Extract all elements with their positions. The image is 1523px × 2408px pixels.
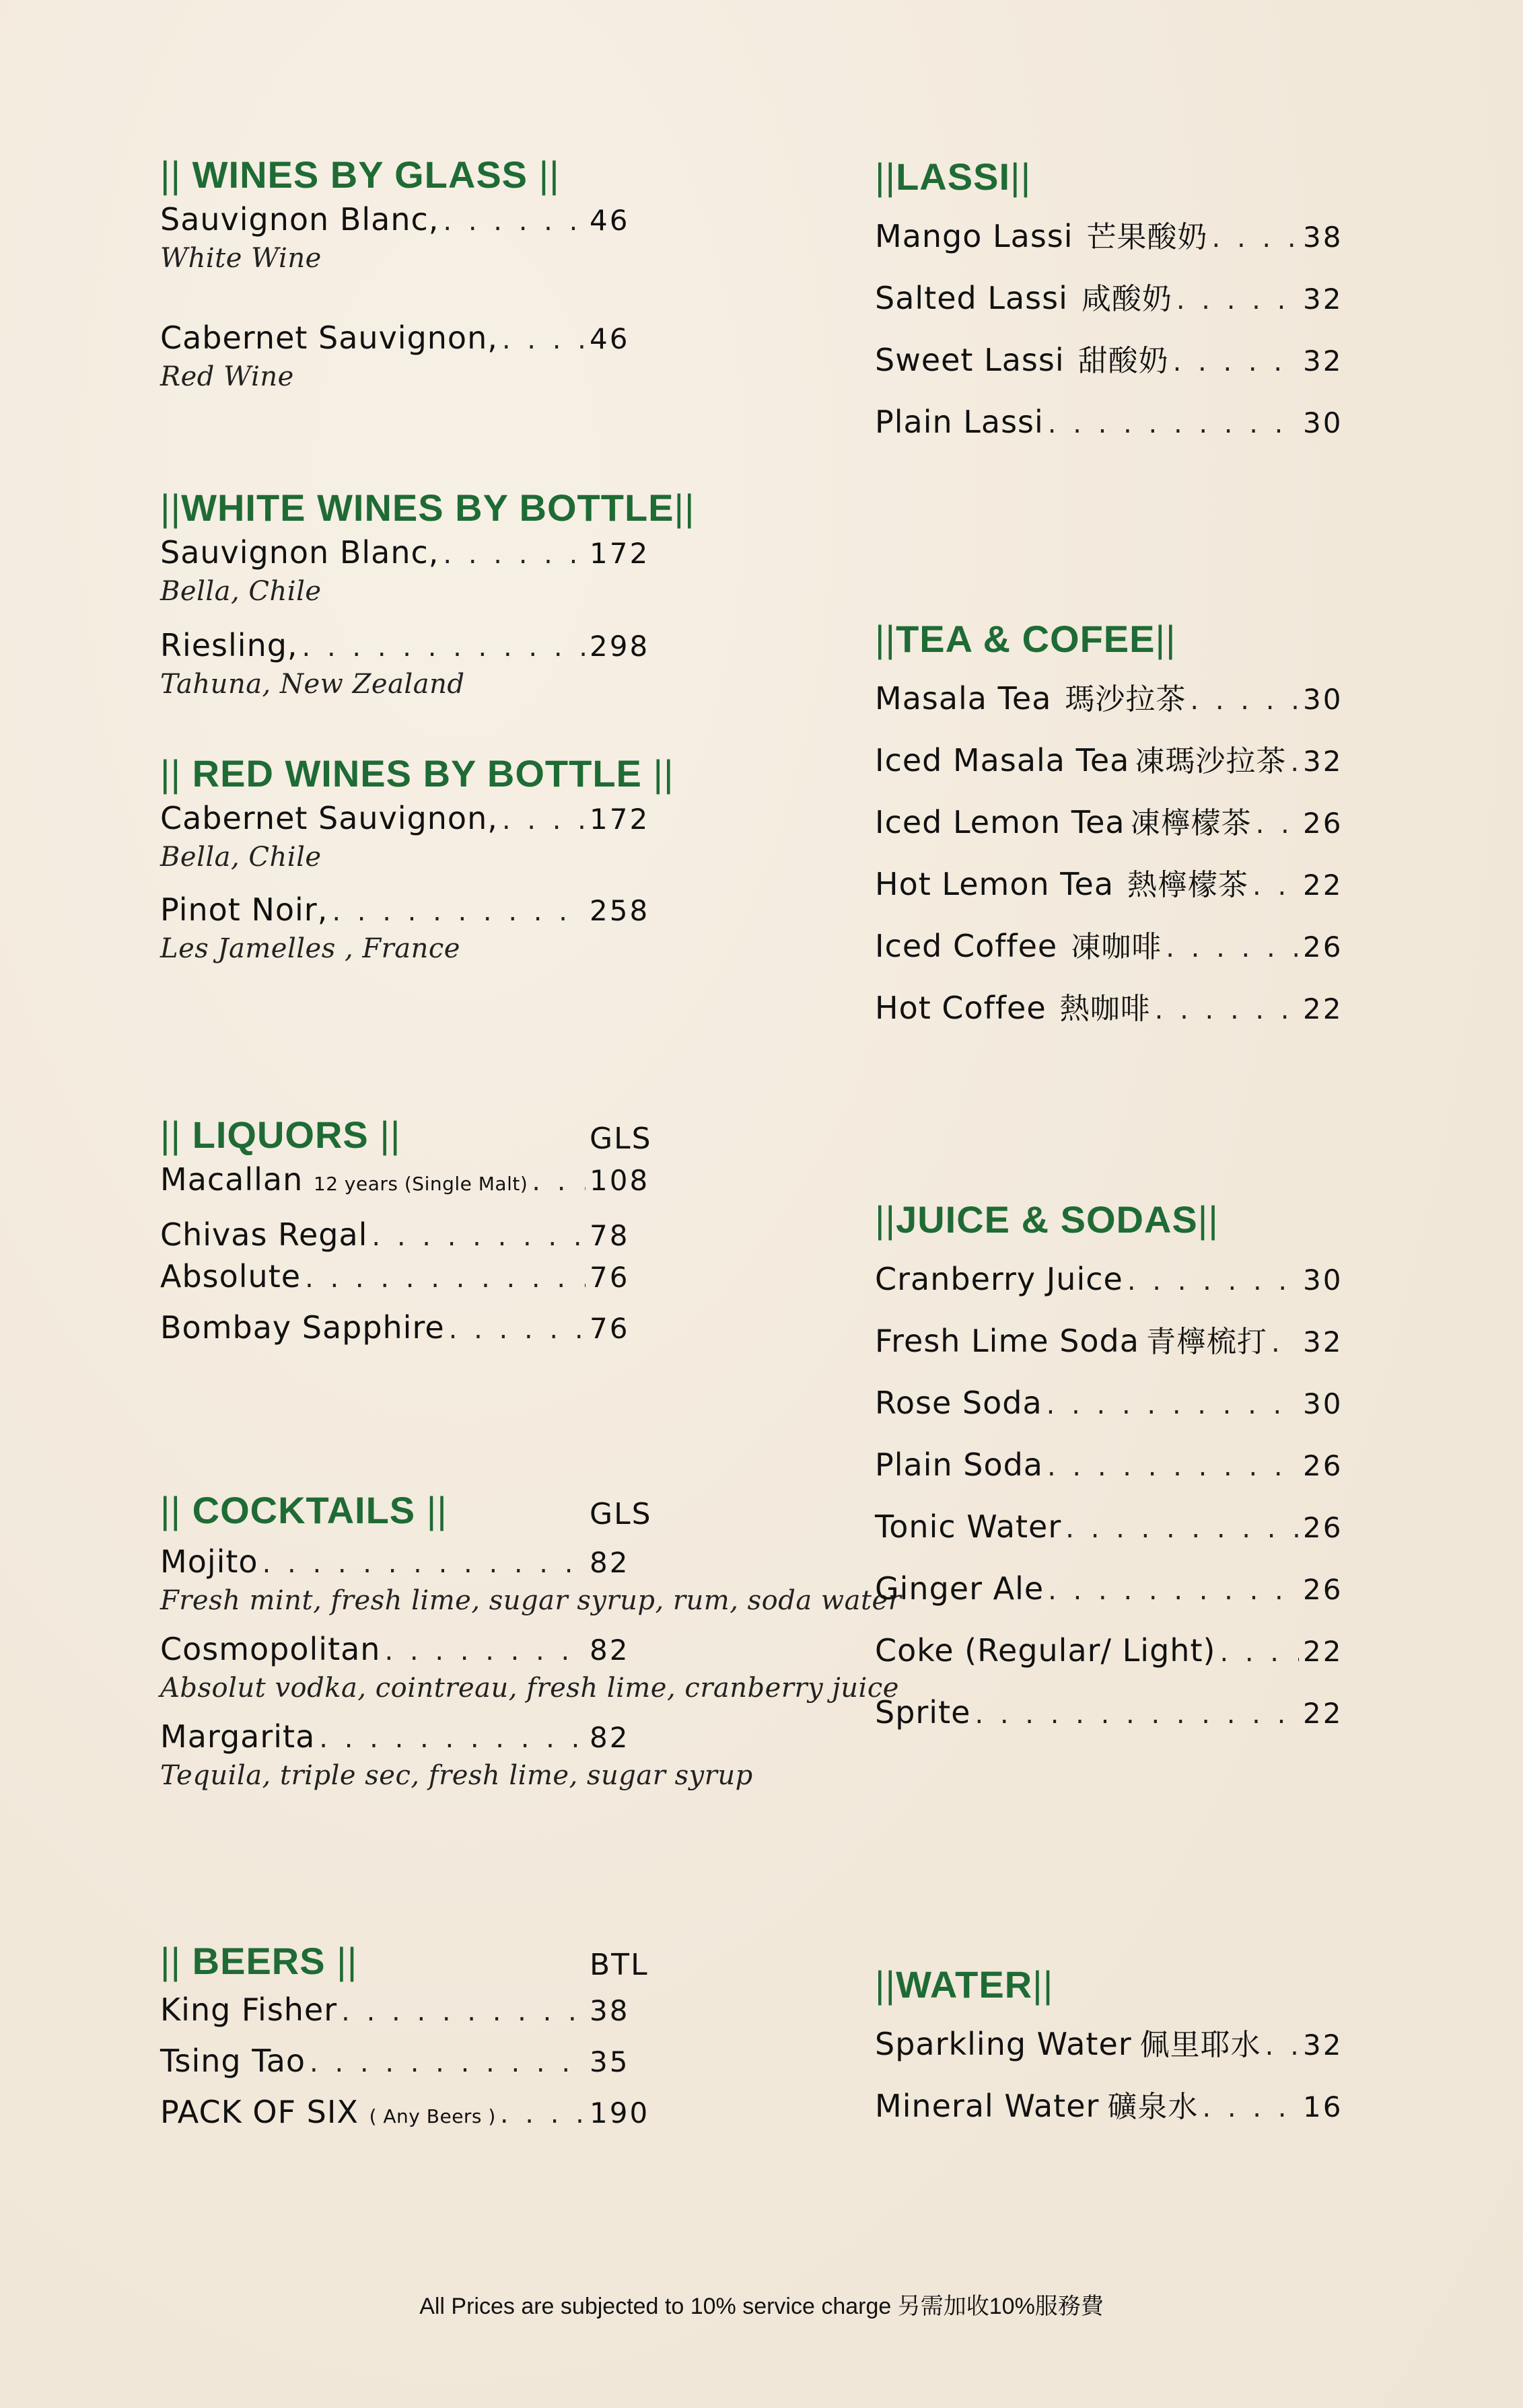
menu-item (160, 317, 712, 395)
item-name-chinese: 熱咖啡 (1059, 992, 1151, 1026)
item-name: Sparkling Water (875, 2026, 1132, 2062)
item-price: 26 (1303, 1449, 1343, 1482)
item-description: Tahuna, New Zealand (160, 669, 465, 700)
item-name: Mineral Water (875, 2088, 1100, 2124)
section-heading: || BEERS || BTL (160, 1938, 712, 1985)
menu-item (160, 1541, 902, 1619)
lassi-section (875, 153, 1359, 443)
item-price: 22 (1303, 869, 1343, 902)
item-price: 30 (1303, 1264, 1343, 1297)
item-description: Bella, Chile (160, 842, 322, 873)
menu-item (160, 1716, 753, 1794)
item-name: Cranberry Juice (875, 1261, 1123, 1297)
item-price: 76 (590, 1261, 630, 1294)
menu-item (875, 925, 1359, 967)
item-price: 22 (1303, 1635, 1343, 1668)
menu-item (160, 198, 712, 277)
item-name: Sauvignon Blanc, (160, 201, 439, 238)
item-price: 82 (590, 1634, 630, 1667)
item-name: Plain Soda (875, 1447, 1043, 1483)
menu-item (875, 277, 1359, 319)
menu-item (875, 2085, 1359, 2127)
item-price: 78 (590, 1219, 630, 1252)
menu-item (875, 1382, 1359, 1424)
item-description: Bella, Chile (160, 576, 322, 607)
item-price: 190 (590, 2096, 650, 2129)
item-description: White Wine (160, 243, 322, 274)
item-price: 46 (590, 322, 630, 355)
cocktails-section (160, 1487, 902, 1794)
item-price: 35 (590, 2045, 630, 2078)
item-name: Absolute (160, 1258, 302, 1294)
item-price: 16 (1303, 2090, 1343, 2123)
item-price: 82 (590, 1546, 630, 1579)
item-name: Sweet Lassi (875, 342, 1065, 378)
item-price: 172 (590, 537, 650, 570)
menu-item (875, 401, 1359, 443)
item-name-chinese: 咸酸奶 (1081, 282, 1172, 316)
menu-item (160, 1989, 712, 2031)
menu-item (875, 1320, 1359, 1362)
item-name-chinese: 佩里耶水 (1139, 2028, 1261, 2062)
service-charge-note: All Prices are subjected to 10% service charge 另需加收10%服務費 (419, 2294, 1104, 2319)
item-name: King Fisher (160, 1992, 338, 2028)
item-price: 26 (1303, 807, 1343, 840)
item-name: Ginger Ale (875, 1570, 1044, 1607)
item-price: 38 (590, 1994, 630, 2027)
item-name-chinese: 青檸梳打 (1145, 1325, 1267, 1359)
section-heading: ||WATER|| (875, 1963, 1054, 2006)
menu-item (160, 1628, 899, 1706)
menu-item (160, 1307, 712, 1348)
item-price: 172 (590, 803, 650, 836)
item-name: Cosmopolitan (160, 1631, 381, 1667)
item-price: 32 (1303, 1325, 1343, 1358)
unit-label: BTL (590, 1948, 649, 1982)
section-heading: || COCKTAILS || GLS (160, 1487, 712, 1534)
item-price: 26 (1303, 931, 1343, 963)
item-name: Iced Lemon Tea (875, 804, 1125, 840)
item-name: Tsing Tao (160, 2043, 306, 2079)
item-name-chinese: 熱檸檬茶 (1127, 868, 1249, 902)
item-name: Cabernet Sauvignon, (160, 320, 498, 356)
item-price: 30 (1303, 406, 1343, 439)
item-price: 46 (590, 204, 630, 237)
item-name-chinese: 芒果酸奶 (1086, 220, 1208, 254)
item-price: 38 (1303, 221, 1343, 254)
menu-item (875, 339, 1359, 381)
item-price: 32 (1303, 2029, 1343, 2062)
item-price: 76 (590, 1312, 630, 1345)
menu-item (160, 532, 712, 610)
item-name: Tonic Water (875, 1508, 1062, 1545)
juice-sodas-section (875, 1196, 1359, 1733)
item-name: PACK OF SIX ( Any Beers ) (160, 2094, 496, 2130)
item-name: Chivas Regal (160, 1216, 368, 1253)
item-name-chinese: 凍檸檬茶 (1130, 806, 1252, 840)
menu-item (875, 215, 1359, 257)
red-wines-section (160, 750, 712, 967)
menu-item (875, 1630, 1359, 1671)
item-name: Sauvignon Blanc, (160, 534, 439, 571)
section-heading: || RED WINES BY BOTTLE || (160, 752, 674, 795)
section-heading: || LIQUORS || GLS (160, 1111, 712, 1159)
item-price: 258 (590, 894, 650, 927)
menu-item (160, 1214, 712, 1255)
item-price: 32 (1303, 344, 1343, 377)
liquors-section (160, 1111, 712, 1348)
item-price: 22 (1303, 1697, 1343, 1730)
item-description: Absolut vodka, cointreau, fresh lime, cranberry juice (160, 1673, 899, 1704)
item-name: Margarita (160, 1718, 316, 1755)
menu-item (160, 1255, 712, 1297)
menu-item (875, 1568, 1359, 1609)
item-price: 32 (1303, 745, 1343, 778)
menu-item (875, 1258, 1359, 1300)
item-name: Fresh Lime Soda (875, 1323, 1139, 1359)
item-price: 26 (1303, 1511, 1343, 1544)
menu-item (875, 1691, 1359, 1733)
menu-item (875, 2023, 1359, 2065)
item-name: Cabernet Sauvignon, (160, 800, 498, 836)
beers-section (160, 1938, 712, 2133)
item-name: Iced Coffee (875, 928, 1058, 964)
item-name: Rose Soda (875, 1385, 1042, 1421)
item-description: Tequila, triple sec, fresh lime, sugar syrup (160, 1760, 753, 1791)
section-heading: ||JUICE & SODAS|| (875, 1198, 1219, 1241)
item-name: Hot Lemon Tea (875, 866, 1114, 902)
section-heading: ||LASSI|| (875, 155, 1032, 198)
menu-item (875, 987, 1359, 1029)
item-name: Bombay Sapphire (160, 1309, 445, 1346)
item-name: Mango Lassi (875, 218, 1073, 254)
item-price: 22 (1303, 992, 1343, 1025)
section-heading: || WINES BY GLASS || (160, 153, 560, 196)
wines-by-glass-section (160, 151, 712, 395)
menu-item (160, 797, 712, 875)
item-name-chinese: 瑪沙拉茶 (1065, 682, 1186, 717)
item-name-chinese: 凍咖啡 (1071, 930, 1162, 964)
menu-item (875, 678, 1359, 719)
item-name: Pinot Noir, (160, 891, 328, 928)
section-heading: ||TEA & COFEE|| (875, 618, 1176, 660)
item-name: Plain Lassi (875, 404, 1044, 440)
item-name-chinese: 凍瑪沙拉茶 (1135, 744, 1287, 778)
menu-item (160, 2091, 712, 2133)
item-name-chinese: 礦泉水 (1107, 2090, 1199, 2124)
unit-label: GLS (590, 1497, 652, 1531)
tea-coffee-section (875, 616, 1359, 1029)
item-description: Les Jamelles , France (160, 933, 460, 964)
menu-item (160, 1159, 712, 1200)
item-name: Hot Coffee (875, 990, 1047, 1026)
water-section (875, 1961, 1359, 2127)
menu-item (875, 1444, 1359, 1486)
menu-item (160, 624, 712, 702)
menu-item (875, 863, 1359, 905)
menu-item (160, 2040, 712, 2082)
item-price: 30 (1303, 1387, 1343, 1420)
menu-item (875, 801, 1359, 843)
item-price: 82 (590, 1721, 630, 1754)
menu-item (160, 889, 712, 967)
item-price: 298 (590, 630, 650, 663)
white-wines-section (160, 484, 712, 702)
item-description: Fresh mint, fresh lime, sugar syrup, rum, soda water (160, 1585, 902, 1616)
item-name: Mojito (160, 1543, 258, 1580)
item-name: Iced Masala Tea (875, 742, 1130, 778)
item-price: 30 (1303, 683, 1343, 716)
item-name: Salted Lassi (875, 280, 1068, 316)
section-heading: ||WHITE WINES BY BOTTLE|| (160, 486, 695, 529)
item-name: Macallan 12 years (Single Malt) (160, 1161, 528, 1198)
item-price: 108 (590, 1164, 650, 1197)
item-price: 26 (1303, 1573, 1343, 1606)
item-price: 32 (1303, 283, 1343, 316)
item-name-chinese: 甜酸奶 (1077, 344, 1169, 378)
item-name: Riesling, (160, 627, 298, 663)
unit-label: GLS (590, 1122, 652, 1156)
menu-item (875, 1506, 1359, 1547)
item-description: Red Wine (160, 361, 294, 392)
item-name: Sprite (875, 1694, 971, 1730)
item-name: Masala Tea (875, 680, 1052, 717)
item-name: Coke (Regular/ Light) (875, 1632, 1216, 1669)
menu-item (875, 739, 1359, 781)
